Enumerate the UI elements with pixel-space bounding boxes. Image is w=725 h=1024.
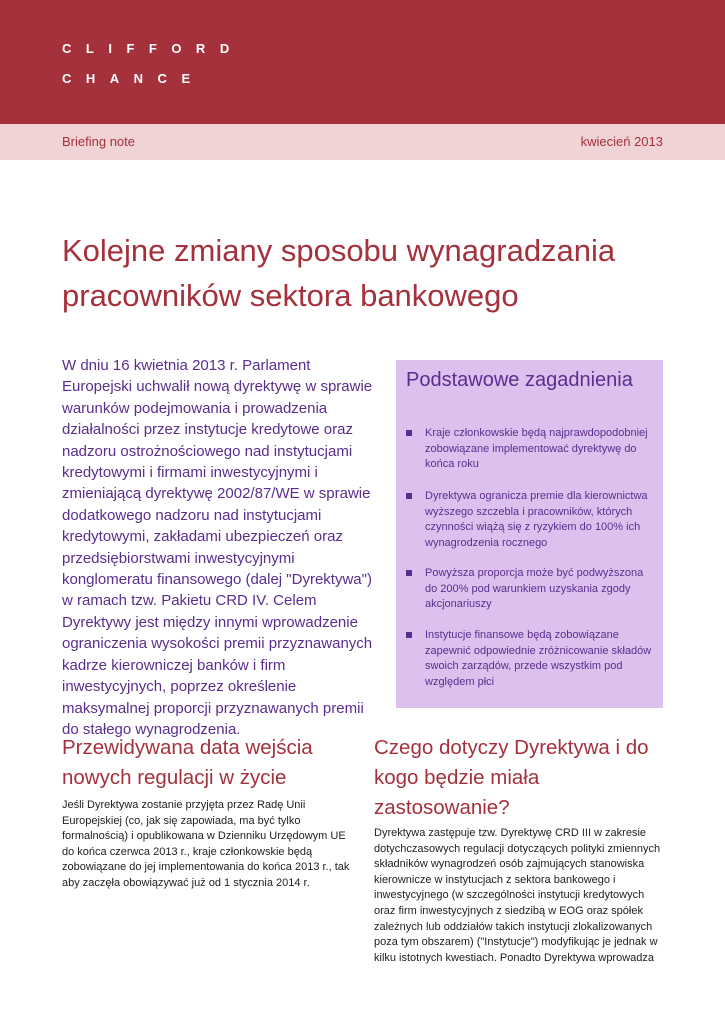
- header-band: [0, 0, 725, 124]
- key-points-box: [396, 360, 663, 708]
- briefing-band: [0, 124, 725, 160]
- date-label: kwiecień 2013: [580, 134, 663, 149]
- intro-paragraph: W dniu 16 kwietnia 2013 r. Parlament Europejski uchwalił nową dyrektywę w sprawie warunków podejmowania i prowadzenia działalności przez instytucje kredytowe oraz nadzoru ostrożnościowego nad instytucjami kredytowymi i firmami inwestycyjnymi i zmieniającą dyrektywę 2002/87/WE w sprawie dodatkowego nadzoru nad instytucjami kredytowymi, zakładami ubezpieczeń oraz przedsiębiorstwami inwestycyjnymi konglomeratu finansowego (dalej "Dyrektywa") w ramach tzw. Pakietu CRD IV. Celem Dyrektywy jest między innymi wprowadzenie ograniczenia wysokości premii przyznawanych kadrze kierowniczej banków i firm inwestycyjnych, poprzez określenie maksymalnej proporcji przyznawanych premii do stałego wynagrodzenia.: [62, 357, 373, 738]
- key-point-item: [406, 426, 656, 473]
- section-title-scope: Czego dotyczy Dyrektywa i do kogo będzie miała zastosowanie?: [374, 736, 649, 819]
- key-point-text: Instytucje finansowe będą zobowiązane zapewnić odpowiednie zróżnicowanie składów swoich zarządów, przede wszystkim pod względem płci: [425, 629, 652, 688]
- key-point-text: Kraje członkowskie będą najprawdopodobniej zobowiązane implementować dyrektywę do końca roku: [425, 427, 648, 470]
- section-body-scope: Dyrektywa zastępuje tzw. Dyrektywę CRD III w zakresie dotychczasowych regulacji dotyczących polityki zmiennych składników wynagrodzeń osób zajmujących stanowiska kierownicze w instytucjach z sektora bankowego i inwestycyjnego (w szczególności instytucji kredytowych oraz firm inwestycyjnych z siedzibą w EOG oraz spółek zależnych lub oddziałów takich instytucji zlokalizowanych poza tym obszarem) ("Instytucje") modyfikując je jednak w kilku istotnych kwestiach. Ponadto Dyrektywa wprowadza: [374, 827, 661, 964]
- page-title: Kolejne zmiany sposobu wynagradzania pracowników sektora bankowego: [62, 233, 616, 313]
- key-point-text: Dyrektywa ogranicza premie dla kierownictwa wyższego szczebla i pracowników, których czynności wiążą się z ryzykiem do 100% ich wynagrodzenia rocznego: [425, 490, 648, 549]
- section-title-effective-date: Przewidywana data wejścia nowych regulacji w życie: [62, 736, 313, 789]
- square-bullet-icon: [406, 493, 412, 499]
- key-points-title: Podstawowe zagadnienia: [406, 369, 633, 391]
- section-body-effective-date: Jeśli Dyrektywa zostanie przyjęta przez Radę Unii Europejskiej (co, jak się zapowiada, ma być tylko formalnością) i opublikowana w Dzienniku Urzędowym UE do końca czerwca 2013 r., kraje członkowskie będą zobowiązane do jej implementowania do końca 2013 r., tak aby zaczęła obowiązywać już od 1 stycznia 2014 r.: [62, 799, 350, 889]
- square-bullet-icon: [406, 632, 412, 638]
- key-point-item: [406, 628, 656, 690]
- square-bullet-icon: [406, 430, 412, 436]
- key-point-item: [406, 566, 656, 613]
- logo-line-clifford: CLIFFORD: [62, 41, 244, 56]
- key-point-item: [406, 489, 656, 551]
- square-bullet-icon: [406, 570, 412, 576]
- doc-type-label: Briefing note: [62, 134, 135, 149]
- logo-line-chance: CHANCE: [62, 71, 205, 86]
- key-point-text: Powyższa proporcja może być podwyższona do 200% pod warunkiem uzyskania zgody akcjonariuszy: [425, 567, 644, 610]
